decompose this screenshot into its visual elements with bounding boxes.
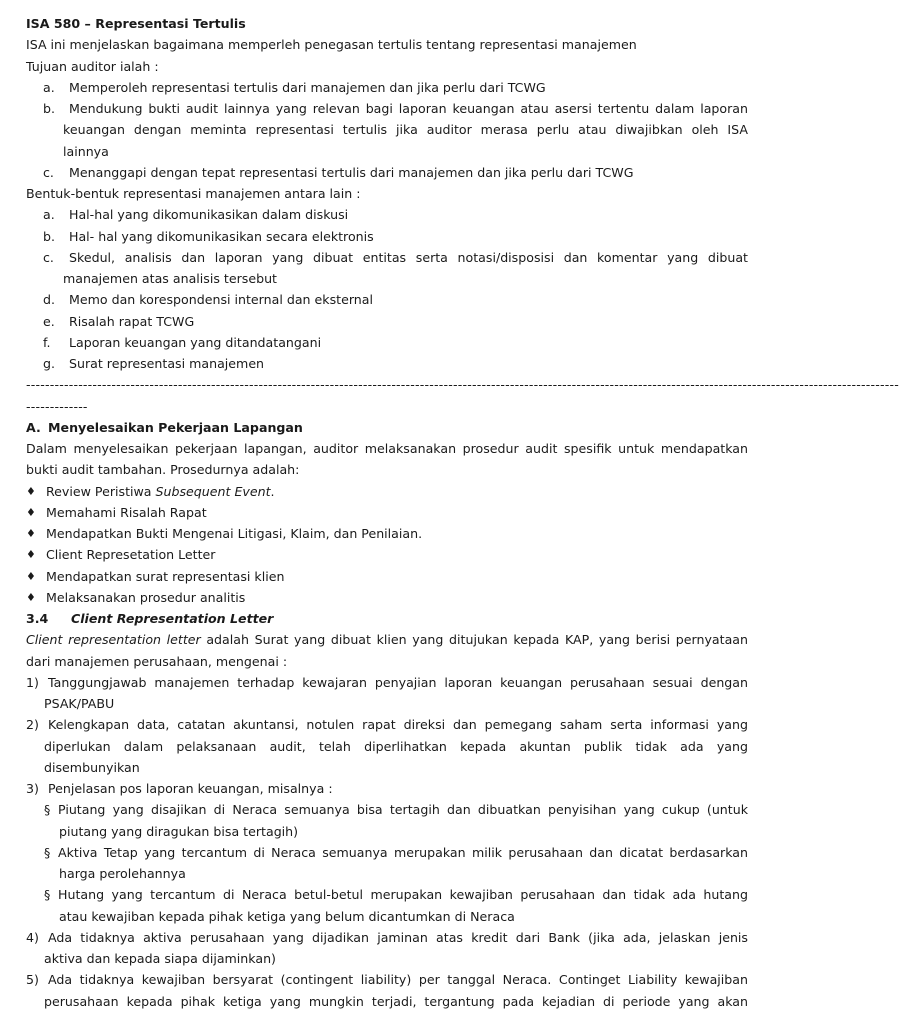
- diamond-bullet-icon: ♦: [26, 484, 36, 498]
- tujuan-list: [26, 77, 748, 183]
- procedure-text: Mendapatkan Bukti Mengenai Litigasi, Klaim, dan Penilaian.: [46, 526, 423, 541]
- isa-intro: ISA ini menjelaskan bagaimana memperleh penegasan tertulis tentang representasi manajemen: [26, 37, 637, 53]
- representation-item-continued: perusahaan kepada pihak ketiga yang mungkin terjadi, tergantung pada kejadian di periode yang akan: [44, 993, 748, 1009]
- bentuk-text: Memo dan korespondensi internal dan eksternal: [69, 292, 373, 308]
- procedure-text: Mendapatkan surat representasi klien: [46, 568, 285, 584]
- procedure-bullet: [26, 544, 748, 565]
- section-sign-icon: §: [44, 844, 51, 860]
- representation-item-continued: disembunyikan: [44, 759, 140, 775]
- bentuk-list: [26, 204, 748, 374]
- tujuan-text: Menanggapi dengan tepat representasi tertulis dari manajemen dan jika perlu dari TCWG: [69, 164, 634, 180]
- diamond-bullet-icon: ♦: [26, 569, 36, 583]
- bentuk-text: Skedul, analisis dan laporan yang dibuat entitas serta notasi/disposisi dan komentar yang dibuat: [69, 249, 748, 265]
- financial-position-subitem: [26, 884, 748, 905]
- diamond-bullet-icon: ♦: [26, 548, 36, 562]
- bentuk-marker: c.: [43, 249, 54, 265]
- representation-item-text: Penjelasan pos laporan keuangan, misalnya :: [48, 781, 333, 796]
- tujuan-marker: c.: [43, 164, 54, 180]
- section-a-paragraph-line: bukti audit tambahan. Prosedurnya adalah:: [26, 462, 300, 478]
- bentuk-item: [26, 311, 748, 332]
- tujuan-text: Mendukung bukti audit lainnya yang relevan bagi laporan keuangan atau asersi tertentu dalam laporan: [69, 101, 748, 116]
- bentuk-text: Hal-hal yang dikomunikasikan dalam diskusi: [69, 207, 349, 223]
- section-3-4-title: Client Representation Letter: [71, 611, 274, 626]
- tujuan-label: Tujuan auditor ialah :: [26, 58, 159, 74]
- representation-item-number: 3): [26, 781, 39, 796]
- section-3-4-intro: [26, 629, 748, 650]
- representation-item-text: Ada tidaknya aktiva perusahaan yang dijadikan jaminan atas kredit dari Bank (jika ada, jelaskan jenis: [48, 929, 748, 945]
- procedure-bullet: [26, 502, 748, 523]
- bentuk-text: Hal- hal yang dikomunikasikan secara elektronis: [69, 228, 374, 244]
- isa-title: ISA 580 – Representasi Tertulis: [26, 16, 246, 31]
- bentuk-marker: a.: [43, 207, 55, 223]
- section-sign-icon: §: [44, 802, 51, 818]
- representation-subitems: [26, 799, 748, 927]
- subitem-text: Aktiva Tetap yang tercantum di Neraca semuanya merupakan milik perusahaan dan dicatat berdasarkan: [58, 844, 748, 860]
- representation-item-text: Ada tidaknya kewajiban bersyarat (contingent liability) per tanggal Neraca. Continget Liability kewajiban: [48, 972, 748, 988]
- representation-item-continued: aktiva dan kepada siapa dijaminkan): [44, 951, 276, 966]
- representation-item: [26, 927, 748, 948]
- procedure-bullet: [26, 587, 748, 608]
- section-a-heading: [26, 417, 748, 438]
- bentuk-item: [26, 247, 748, 268]
- representation-item: [26, 714, 748, 735]
- section-3-4-number: 3.4: [26, 611, 49, 626]
- section-a-title: Menyelesaikan Pekerjaan Lapangan: [48, 419, 303, 435]
- bentuk-item: [26, 289, 748, 310]
- tujuan-text: Memperoleh representasi tertulis dari manajemen dan jika perlu dari TCWG: [69, 79, 546, 95]
- bentuk-marker: d.: [43, 292, 55, 308]
- tujuan-text-continued: lainnya: [63, 143, 109, 159]
- representation-item: [26, 778, 748, 799]
- representation-item-number: 4): [26, 929, 39, 945]
- section-3-4-heading: [26, 608, 748, 629]
- tujuan-marker: a.: [43, 79, 55, 95]
- subitem-text: Piutang yang disajikan di Neraca semuanya bisa tertagih dan dibuatkan penyisihan yang cukup (untuk: [58, 802, 748, 818]
- representation-item-number: 2): [26, 717, 39, 733]
- tujuan-item: [26, 77, 748, 98]
- procedure-text: Melaksanakan prosedur analitis: [46, 589, 246, 605]
- bentuk-marker: b.: [43, 228, 55, 244]
- subitem-text-continued: atau kewajiban kepada pihak ketiga yang belum dicantumkan di Neraca: [59, 908, 515, 924]
- procedure-text: Memahami Risalah Rapat: [46, 504, 207, 520]
- section-a-paragraph: [26, 438, 748, 481]
- procedure-term: Subsequent Event: [155, 483, 271, 499]
- intro-term: Client representation letter: [26, 632, 201, 648]
- bentuk-item: [26, 353, 748, 374]
- subitem-text-continued: piutang yang diragukan bisa tertagih): [59, 823, 299, 839]
- procedure-bullet: [26, 523, 748, 544]
- financial-position-subitem: [26, 799, 748, 820]
- procedure-text: Review Peristiwa Subsequent Event.: [46, 483, 275, 499]
- section-3-4-intro-line2: dari manajemen perusahaan, mengenai :: [26, 653, 288, 669]
- procedure-text: Client Represetation Letter: [46, 547, 216, 563]
- diamond-bullet-icon: ♦: [26, 527, 36, 540]
- representation-item: [26, 969, 748, 990]
- representation-item-number: 5): [26, 972, 39, 988]
- tujuan-item: [26, 98, 748, 119]
- bentuk-marker: e.: [43, 313, 55, 329]
- bentuk-text: Surat representasi manajemen: [69, 356, 265, 371]
- bentuk-item: [26, 332, 748, 353]
- section-a-marker: A.: [26, 419, 41, 435]
- representation-items-continued: [26, 927, 748, 1012]
- representation-item-text: Tanggungjawab manajemen terhadap kewajaran penyajian laporan keuangan perusahaan sesuai dengan: [48, 674, 748, 690]
- diamond-bullet-icon: ♦: [26, 505, 36, 519]
- intro-rest: adalah Surat yang dibuat klien yang ditujukan kepada KAP, yang berisi pernyataan: [200, 632, 748, 648]
- representation-item: [26, 672, 748, 693]
- procedure-bullet: [26, 481, 748, 502]
- representation-item-text: Kelengkapan data, catatan akuntansi, notulen rapat direksi dan pemegang saham serta informasi yang: [48, 717, 748, 733]
- divider-line-continued: -------------: [26, 398, 88, 414]
- financial-position-subitem: [26, 842, 748, 863]
- tujuan-marker: b.: [43, 101, 55, 116]
- bentuk-marker: g.: [43, 356, 55, 371]
- divider-line: ----------------------------------------------------------------------------------------------------------------------------------------------------------------------------------------: [26, 377, 899, 393]
- bentuk-text-continued: manajemen atas analisis tersebut: [63, 271, 277, 286]
- bentuk-item: [26, 226, 748, 247]
- representation-item-continued: diperlukan dalam pelaksanaan audit, telah diperlihatkan kepada akuntan publik tidak ada yang: [44, 738, 748, 754]
- bentuk-marker: f.: [43, 334, 51, 350]
- section-a-bullets: [26, 481, 748, 609]
- tujuan-item: [26, 162, 748, 183]
- representation-items: [26, 672, 748, 800]
- section-a-paragraph-line: Dalam menyelesaikan pekerjaan lapangan, auditor melaksanakan prosedur audit spesifik untuk mendapatkan: [26, 441, 748, 456]
- procedure-bullet: [26, 566, 748, 587]
- subitem-text-continued: harga perolehannya: [59, 866, 186, 881]
- bentuk-item: [26, 204, 748, 225]
- tujuan-text-continued: keuangan dengan meminta representasi tertulis jika auditor merasa perlu atau diwajibkan oleh ISA: [63, 122, 748, 138]
- section-sign-icon: §: [44, 887, 51, 903]
- diamond-bullet-icon: ♦: [26, 590, 36, 604]
- bentuk-label: Bentuk-bentuk representasi manajemen antara lain :: [26, 186, 361, 201]
- bentuk-text: Laporan keuangan yang ditandatangani: [69, 334, 322, 350]
- representation-item-number: 1): [26, 674, 39, 690]
- representation-item-continued: PSAK/PABU: [44, 696, 115, 711]
- subitem-text: Hutang yang tercantum di Neraca betul-betul merupakan kewajiban perusahaan dan tidak ada hutang: [58, 887, 748, 903]
- bentuk-text: Risalah rapat TCWG: [69, 313, 195, 329]
